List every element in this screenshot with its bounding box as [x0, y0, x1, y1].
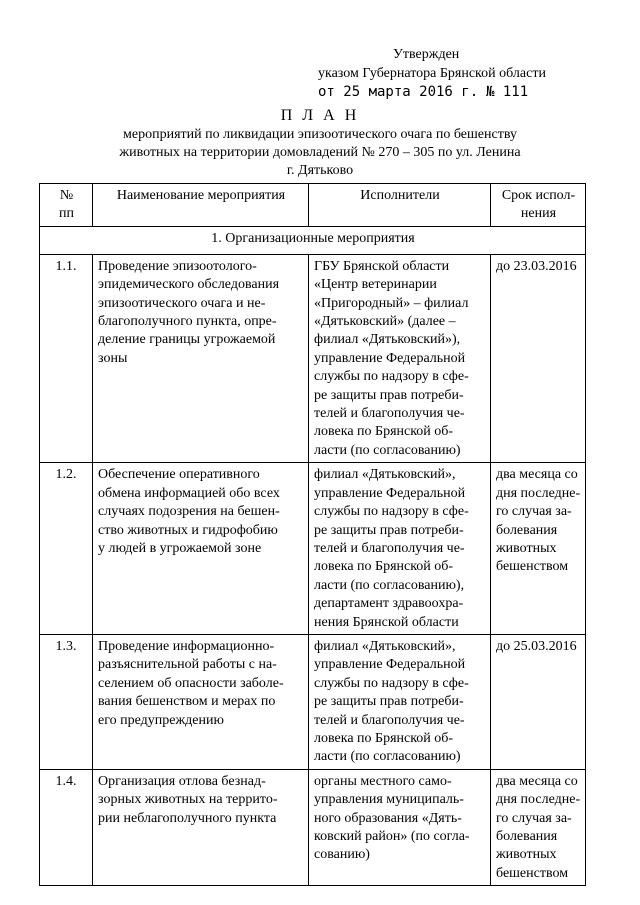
measures-table	[39, 183, 586, 886]
table-row	[40, 634, 586, 769]
cell-line: Проведение эпизоотолого-	[98, 258, 257, 274]
row-executors	[309, 769, 491, 885]
cell-line: вания бешенством и мерах по	[98, 694, 276, 710]
cell-line: животных	[496, 540, 557, 556]
approval-number: № 111	[486, 84, 529, 100]
header-term: Срок испол- нения	[491, 184, 586, 227]
cell-line: службы по надзору в сфе-	[314, 675, 469, 691]
cell-line: селением об опасности заболе-	[98, 675, 284, 691]
cell-line: дня последне-	[496, 792, 581, 808]
cell-line: управление Федеральной	[314, 657, 466, 673]
cell-line: у людей в угрожаемой зоне	[98, 540, 262, 556]
cell-line: деление границы угрожаемой	[98, 332, 276, 348]
approval-decree: указом Губернатора Брянской области	[318, 66, 546, 81]
cell-line: филиал «Дятьковский»,	[314, 638, 456, 654]
row-name	[93, 463, 309, 635]
cell-line: службы по надзору в сфе-	[314, 369, 469, 385]
plan-subtitle-line: мероприятий по ликвидации эпизоотического очага по бешенству	[123, 127, 517, 142]
cell-line: до 25.03.2016	[496, 638, 577, 654]
cell-line: ГБУ Брянской области	[314, 258, 450, 274]
section-row	[40, 226, 586, 254]
cell-line: ного образования «Дять-	[314, 810, 462, 826]
cell-line: болевания	[496, 829, 558, 844]
cell-line: два месяца со	[496, 773, 578, 789]
cell-line: «Центр ветеринарии	[314, 277, 437, 293]
plan-subtitle	[60, 126, 580, 180]
cell-line: его предупреждению	[98, 712, 224, 728]
cell-line: Проведение информационно-	[98, 638, 275, 654]
cell-line: управление Федеральной	[314, 350, 466, 366]
row-executors	[309, 634, 491, 769]
table-row	[40, 254, 586, 462]
cell-line: «Дятьковский» (далее –	[314, 314, 456, 330]
cell-line: ласти (по согласованию)	[314, 749, 461, 765]
cell-line: благополучного пункта, опре-	[98, 314, 277, 330]
cell-line: ласти (по согласованию)	[314, 442, 461, 458]
cell-line: ре защиты прав потреби-	[314, 522, 464, 538]
cell-line: ство животных и гидрофобию	[98, 522, 278, 538]
plan-subtitle-line: г. Дятьково	[286, 163, 354, 178]
cell-line: телей и благополучия че-	[314, 540, 465, 556]
cell-line: бешенством	[496, 865, 569, 881]
cell-line: дня последне-	[496, 485, 581, 501]
row-executors	[309, 254, 491, 462]
cell-line: до 23.03.2016	[496, 258, 577, 274]
row-term	[491, 254, 586, 462]
header-num: № пп	[40, 184, 93, 227]
cell-line: управление Федеральной	[314, 485, 466, 501]
row-term	[491, 769, 586, 885]
cell-line: бешенством	[496, 559, 569, 575]
row-name	[93, 769, 309, 885]
cell-line: органы местного само-	[314, 773, 452, 789]
plan-title: П Л А Н	[280, 107, 360, 124]
cell-line: Организация отлова безнад-	[98, 773, 266, 789]
table-row	[40, 769, 586, 885]
row-number: 1.1.	[40, 254, 93, 462]
header-executors: Исполнители	[309, 184, 491, 227]
table-row	[40, 463, 586, 635]
approval-block	[0, 0, 640, 100]
approval-title: Утвержден	[393, 47, 460, 62]
cell-line: два месяца со	[496, 467, 578, 483]
cell-line: службы по надзору в сфе-	[314, 504, 469, 520]
row-number: 1.2.	[40, 463, 93, 635]
cell-line: ре защиты прав потреби-	[314, 694, 464, 710]
row-name	[93, 254, 309, 462]
cell-line: ковский район» (по согла-	[314, 829, 470, 844]
approval-date: от 25 марта 2016 г.	[318, 84, 479, 100]
header-name: Наименование мероприятия	[93, 184, 309, 227]
cell-line: Обеспечение оперативного	[98, 467, 260, 483]
cell-line: «Пригородный» – филиал	[314, 295, 469, 311]
cell-line: департамент здравоохра-	[314, 596, 464, 612]
row-term	[491, 463, 586, 635]
cell-line: зоны	[98, 350, 128, 366]
cell-line: филиал «Дятьковский»,	[314, 467, 456, 483]
section-title: 1. Организационные мероприятия	[40, 226, 586, 254]
cell-line: ласти (по согласованию),	[314, 577, 465, 593]
cell-line: филиал «Дятьковский»),	[314, 332, 461, 348]
cell-line: ловека по Брянской об-	[314, 559, 454, 575]
cell-line: телей и благополучия че-	[314, 406, 465, 422]
cell-line: управления муниципаль-	[314, 792, 464, 808]
cell-line: рии неблагополучного пункта	[98, 810, 277, 826]
cell-line: нения Брянской области	[314, 614, 459, 630]
cell-line: болевания	[496, 522, 558, 538]
cell-line: эпизоотического очага и не-	[98, 295, 266, 311]
cell-line: обмена информацией обо всех	[98, 485, 280, 501]
cell-line: го случая за-	[496, 810, 572, 826]
row-number: 1.4.	[40, 769, 93, 885]
cell-line: телей и благополучия че-	[314, 712, 465, 728]
plan-subtitle-line: животных на территории домовладений № 270 – 305 по ул. Ленина	[119, 145, 521, 160]
cell-line: ре защиты прав потреби-	[314, 387, 464, 403]
row-name	[93, 634, 309, 769]
row-term	[491, 634, 586, 769]
row-number: 1.3.	[40, 634, 93, 769]
cell-line: го случая за-	[496, 504, 572, 520]
cell-line: эпидемического обследования	[98, 277, 280, 293]
table-header-row	[40, 184, 586, 227]
cell-line: ловека по Брянской об-	[314, 730, 454, 746]
cell-line: разъяснительной работы с на-	[98, 657, 277, 673]
row-executors	[309, 463, 491, 635]
cell-line: случаях подозрения на бешен-	[98, 504, 280, 520]
cell-line: животных	[496, 847, 557, 863]
cell-line: ловека по Брянской об-	[314, 424, 454, 440]
cell-line: сованию)	[314, 847, 370, 863]
cell-line: зорных животных на террито-	[98, 792, 278, 808]
